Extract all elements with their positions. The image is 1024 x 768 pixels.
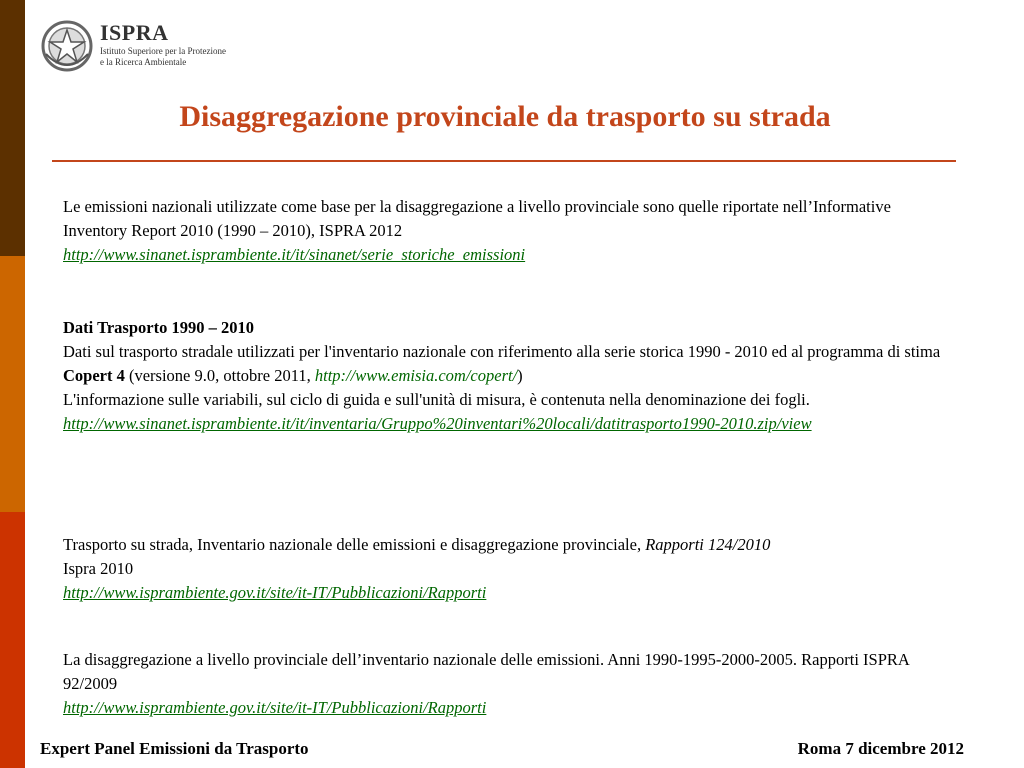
provincial-disaggregation-block: [63, 648, 943, 720]
report-publisher: Ispra 2010: [63, 559, 134, 578]
title-divider: [52, 160, 956, 162]
transport-data-text-a: Dati sul trasporto stradale utilizzati per l'inventario nazionale con riferimento alla serie storica 1990 - 2010 ed al programma di stima: [63, 342, 941, 361]
rapporti-link-2[interactable]: http://www.isprambiente.gov.it/site/it-IT/Pubblicazioni/Rapporti: [63, 698, 487, 717]
logo-subtitle-line1: Istituto Superiore per la Protezione: [100, 46, 226, 56]
provincial-disaggregation-text: La disaggregazione a livello provinciale dell’inventario nazionale delle emissioni. Anni 1990-1995-2000-2005. Rapporti ISPRA 92/2009: [63, 650, 909, 693]
road-transport-report-title: Trasporto su strada, Inventario nazionale delle emissioni e disaggregazione provinciale,: [63, 535, 646, 554]
italian-republic-emblem-icon: [40, 18, 94, 74]
transport-data-paragraph: [63, 340, 943, 388]
footer-event: Expert Panel Emissioni da Trasporto: [40, 739, 309, 758]
side-color-bar: [0, 0, 25, 768]
road-transport-report-text: [63, 533, 943, 557]
transport-data-text-c: ): [517, 366, 523, 385]
transport-data-text-b: (versione 9.0, ottobre 2011,: [124, 366, 315, 385]
logo-subtitle-line2: e la Ricerca Ambientale: [100, 57, 187, 67]
road-transport-report-block: [63, 533, 943, 605]
emissions-source-block: [63, 195, 943, 267]
ispra-logo: [40, 18, 240, 76]
footer-date: Roma 7 dicembre 2012: [797, 739, 964, 758]
side-bar-middle: [0, 256, 25, 512]
side-bar-top: [0, 0, 25, 256]
sinanet-link[interactable]: http://www.sinanet.isprambiente.it/it/sinanet/serie_storiche_emissioni: [63, 245, 526, 264]
rapporti-link-1[interactable]: http://www.isprambiente.gov.it/site/it-IT/Pubblicazioni/Rapporti: [63, 583, 487, 602]
copert-term: Copert 4: [63, 366, 125, 385]
transport-data-block: [63, 316, 943, 436]
transport-data-heading: Dati Trasporto 1990 – 2010: [63, 318, 254, 337]
emisia-link[interactable]: http://www.emisia.com/copert/: [314, 366, 518, 385]
transport-data-note: L'informazione sulle variabili, sul ciclo di guida e sull'unità di misura, è contenuta nella denominazione dei fogli.: [63, 390, 810, 409]
logo-subtitle: [100, 46, 226, 68]
slide-title: Disaggregazione provinciale da trasporto su strada: [179, 100, 831, 133]
report-number: Rapporti 124/2010: [645, 535, 771, 554]
datitrasporto-link[interactable]: http://www.sinanet.isprambiente.it/it/inventaria/Gruppo%20inventari%20locali/datitrasporto1990-2010.zip/view: [63, 414, 812, 433]
side-bar-bottom: [0, 512, 25, 768]
emissions-source-text: Le emissioni nazionali utilizzate come base per la disaggregazione a livello provinciale sono quelle riportate nell’Informative Inventory Report 2010 (1990 – 2010), ISPRA 2012: [63, 197, 891, 240]
logo-name: ISPRA: [100, 20, 169, 45]
